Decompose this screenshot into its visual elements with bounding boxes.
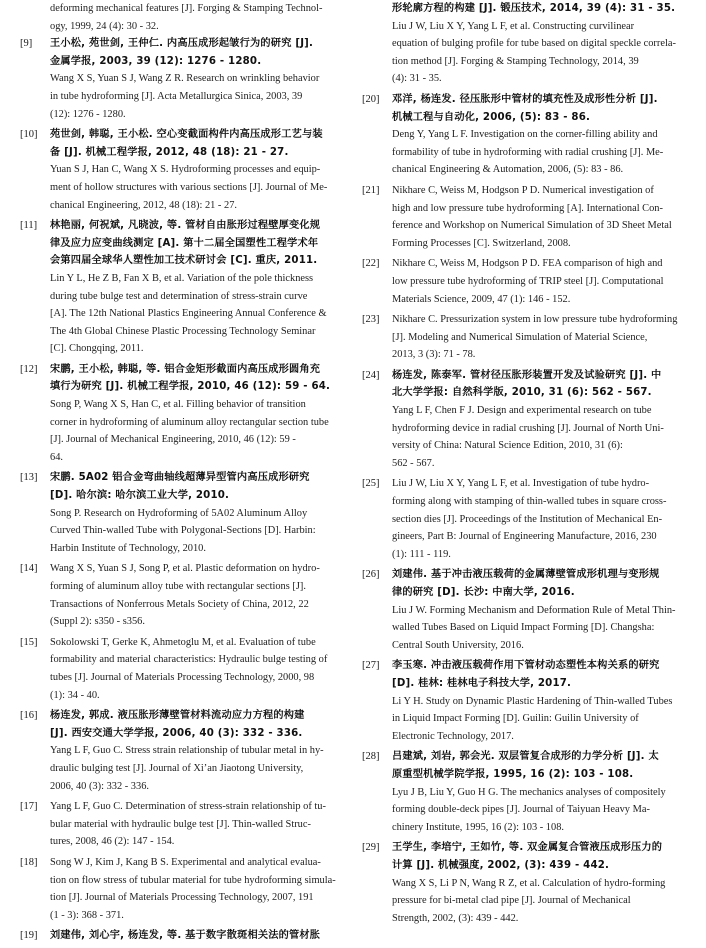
- reference-number: [20]: [362, 93, 380, 105]
- reference-item: [20, 927, 338, 945]
- reference-english: Song W J, Kim J, Kang B S. Experimental and analytical evalua- tion on flow stress of tubular material for tube hydroforming simula- tion [J]. Journal of Materials Processing Technology, 2007, 191 (1 - 3): 368 - 371.: [50, 856, 336, 921]
- reference-english: Liu J W, Liu X Y, Yang L F, et al. Investigation of tube hydro- forming along with stamping of thin-walled tubes in square cross- section dies [J]. Proceedings of the Institution of Mechanical En- gineers, Part B: Journal of Engineering Manufacture, 2016, 230 (1): 111 - 119.: [392, 478, 667, 560]
- reference-item: [362, 748, 680, 836]
- reference-item: [20, 126, 338, 214]
- reference-item: [362, 657, 680, 745]
- reference-item: [20, 854, 338, 924]
- reference-number: [28]: [362, 751, 380, 763]
- reference-number: [9]: [20, 38, 33, 50]
- reference-item: [20, 560, 338, 630]
- reference-chinese: 林艳丽, 何祝斌, 凡晓波, 等. 管材自由胀形过程壁厚变化规 律及应力应变曲线测定 [A]. 第十二届全国塑性工程学术年 会第四届全球华人塑性加工技术研讨会 [C]. 重庆, 2011.: [50, 220, 321, 267]
- reference-english: Yang L F, Guo C. Stress strain relationship of tubular metal in hy- draulic bulging test [J]. Journal of Xi’an Jiaotong University, 2006, 40 (3): 332 - 336.: [50, 745, 324, 792]
- reference-number: [25]: [362, 478, 380, 490]
- reference-english: Li Y H. Study on Dynamic Plastic Hardening of Thin-walled Tubes in Liquid Impact Forming [D]. Guilin: Guilin University of Electronic Technology, 2017.: [392, 695, 673, 742]
- reference-number: [10]: [20, 129, 38, 141]
- reference-chinese: 杨连发, 陈泰军. 管材径压胀形装置开发及试验研究 [J]. 中 北大学学报: 自然科学版, 2010, 31 (6): 562 - 567.: [392, 369, 662, 399]
- reference-english: Deng Y, Yang L F. Investigation on the corner-filling ability and formability of tube in hydroforming with radial crushing [J]. Me- chanical Engineering & Automation, 2006, (5): 83 - 86.: [392, 129, 664, 176]
- reference-number: [12]: [20, 363, 38, 375]
- reference-item: [20, 361, 338, 467]
- reference-english: Song P. Research on Hydroforming of 5A02 Aluminum Alloy Curved Thin-walled Tube with Polygonal-Sections [D]. Harbin: Harbin Institute of Technology, 2010.: [50, 507, 316, 554]
- reference-number: [13]: [20, 472, 38, 484]
- reference-item: [362, 182, 680, 252]
- reference-english: Wang X S, Yuan S J, Wang Z R. Research on wrinkling behavior in tube hydroforming [J]. Acta Metallurgica Sinica, 2003, 39 (12): 1276 - 1280.: [50, 73, 320, 120]
- reference-english: Yang L F, Guo C. Determination of stress-strain relationship of tu- bular material with hydraulic bulge test [J]. Thin-walled Struc- tures, 2008, 46 (2): 147 - 154.: [50, 801, 326, 848]
- reference-item: [20, 217, 338, 358]
- reference-number: [11]: [20, 220, 38, 232]
- reference-number: [29]: [362, 842, 380, 854]
- reference-chinese: 形轮廓方程的构建 [J]. 锻压技术, 2014, 39 (4): 31 - 35.: [392, 3, 676, 14]
- reference-english: Nikhare C, Weiss M, Hodgson P D. Numerical investigation of high and low pressure tube hydroforming [A]. International Con- ference and Workshop on Numerical Simulation of 3D Sheet Metal Forming Processes [C]. Switzerland, 2008.: [392, 184, 672, 249]
- reference-english: Nikhare C. Pressurization system in low pressure tube hydroforming [J]. Modeling and Numerical Simulation of Material Science, 2013, 3 (3): 71 - 78.: [392, 314, 678, 361]
- reference-chinese: 刘建伟, 刘心宇, 杨连发, 等. 基于数字散斑相关法的管材胀: [50, 930, 321, 942]
- reference-number: [18]: [20, 856, 38, 868]
- reference-item: [362, 475, 680, 563]
- reference-number: [21]: [362, 184, 380, 196]
- reference-chinese: 王学生, 李培宁, 王如竹, 等. 双金属复合管液压成形压力的 计算 [J]. 机械强度, 2002, (3): 439 - 442.: [392, 842, 663, 871]
- reference-chinese: 宋鹏, 王小松, 韩聪, 等. 铝合金矩形截面内高压成形圆角充 填行为研究 [J]. 机械工程学报, 2010, 46 (12): 59 - 64.: [50, 363, 331, 393]
- reference-number: [24]: [362, 369, 380, 381]
- reference-item: [20, 469, 338, 557]
- reference-item: [362, 255, 680, 308]
- right-column: [362, 0, 680, 930]
- reference-chinese: 吕建斌, 刘岩, 郭会光. 双层管复合成形的力学分析 [J]. 太 原重型机械学院学报, 1995, 16 (2): 103 - 108.: [392, 751, 659, 780]
- reference-chinese: 王小松, 苑世剑, 王仲仁. 内高压成形起皱行为的研究 [J]. 金属学报, 2003, 39 (12): 1276 - 1280.: [50, 38, 314, 67]
- reference-number: [14]: [20, 563, 38, 575]
- reference-item: [20, 798, 338, 851]
- reference-chinese: 宋鹏. 5A02 铝合金弯曲轴线超薄异型管内高压成形研究 [D]. 哈尔滨: 哈尔滨工业大学, 2010.: [50, 472, 310, 502]
- reference-english: Nikhare C, Weiss M, Hodgson P D. FEA comparison of high and low pressure tube hydroforming of TRIP steel [J]. Computational Materials Science, 2009, 47 (1): 146 - 152.: [392, 258, 664, 305]
- reference-english: Yuan S J, Han C, Wang X S. Hydroforming processes and equip- ment of hollow structures with various sections [J]. Journal of Me- chanical Engineering, 2012, 48 (18): 21 - 27.: [50, 164, 328, 211]
- reference-number: [17]: [20, 801, 38, 813]
- reference-item: [362, 91, 680, 179]
- reference-item: [362, 0, 680, 88]
- reference-item: [20, 634, 338, 704]
- left-column: [20, 0, 338, 948]
- reference-item: [20, 35, 338, 123]
- reference-item: [20, 707, 338, 795]
- reference-english: Yang L F, Chen F J. Design and experimental research on tube hydroforming device in radial crushing [J]. Journal of North Uni- versity of China: Natural Science Edition, 2010, 31 (6): 562 - 567.: [392, 405, 664, 469]
- reference-english: Liu J W. Forming Mechanism and Deformation Rule of Metal Thin- walled Tubes Based on Liquid Impact Forming [D]. Changsha: Central South University, 2016.: [392, 604, 676, 651]
- reference-english: Sokolowski T, Gerke K, Ahmetoglu M, et al. Evaluation of tube formability and material characteristics: Hydraulic bulge testing of tubes [J]. Journal of Materials Processing Technology, 2000, 98 (1): 34 - 40.: [50, 636, 328, 701]
- reference-chinese: 李玉寒. 冲击液压载荷作用下管材动态塑性本构关系的研究 [D]. 桂林: 桂林电子科技大学, 2017.: [392, 660, 660, 689]
- reference-number: [19]: [20, 930, 38, 942]
- reference-number: [22]: [362, 258, 380, 270]
- reference-english: Lyu J B, Liu Y, Guo H G. The mechanics analyses of compositely forming double-deck pipes [J]. Journal of Taiyuan Heavy Ma- chinery Institute, 1995, 16 (2): 103 - 108.: [392, 786, 666, 833]
- reference-number: [23]: [362, 314, 380, 326]
- reference-english: Liu J W, Liu X Y, Yang L F, et al. Constructing curvilinear equation of bulging profile for tube based on digital speckle correla- tion method [J]. Forging & Stamping Technology, 2014, 39 (4): 31 - 35.: [392, 20, 676, 85]
- reference-item: [362, 566, 680, 654]
- reference-chinese: 邓洋, 杨连发. 径压胀形中管材的填充性及成形性分析 [J]. 机械工程与自动化, 2006, (5): 83 - 86.: [392, 93, 658, 123]
- reference-english: Lin Y L, He Z B, Fan X B, et al. Variation of the pole thickness during tube bulge test and determination of stress-strain curve [A]. The 12th National Plastics Engineering Annual Conference & The 4th Global Chinese Plastic Processing Technology Seminar [C]. Chongqing, 2011.: [50, 272, 327, 355]
- reference-item: [362, 311, 680, 364]
- reference-number: [27]: [362, 660, 380, 672]
- reference-english: Song P, Wang X S, Han C, et al. Filling behavior of transition corner in hydroforming of aluminum alloy rectangular section tube [J]. Journal of Mechanical Engineering, 2010, 46 (12): 59 - 64.: [50, 399, 329, 463]
- reference-item: [362, 839, 680, 927]
- reference-english: deforming mechanical features [J]. Forging & Stamping Technol- ogy, 1999, 24 (4): 30 - 32.: [50, 3, 323, 32]
- reference-chinese: 苑世剑, 韩聪, 王小松. 空心变截面构件内高压成形工艺与装 备 [J]. 机械工程学报, 2012, 48 (18): 21 - 27.: [50, 129, 323, 158]
- reference-number: [15]: [20, 636, 38, 648]
- reference-chinese: 杨连发, 郭成. 液压胀形薄壁管材料流动应力方程的构建 [J]. 西安交通大学学报, 2006, 40 (3): 332 - 336.: [50, 710, 305, 739]
- reference-number: [26]: [362, 569, 380, 581]
- reference-number: [16]: [20, 710, 38, 722]
- reference-chinese: 刘建伟. 基于冲击液压载荷的金属薄壁管成形机理与变形规 律的研究 [D]. 长沙: 中南大学, 2016.: [392, 569, 660, 598]
- reference-english: Wang X S, Yuan S J, Song P, et al. Plastic deformation on hydro- forming of aluminum alloy tube with rectangular sections [J]. Transactions of Nonferrous Metals Society of China, 2012, 22 (Suppl 2): s350 - s356.: [50, 563, 320, 628]
- reference-continuation: [20, 0, 338, 35]
- reference-item: [362, 367, 680, 473]
- reference-english: Wang X S, Li P N, Wang R Z, et al. Calculation of hydro-forming pressure for bi-metal clad pipe [J]. Journal of Mechanical Strength, 2002, (3): 439 - 442.: [392, 877, 666, 924]
